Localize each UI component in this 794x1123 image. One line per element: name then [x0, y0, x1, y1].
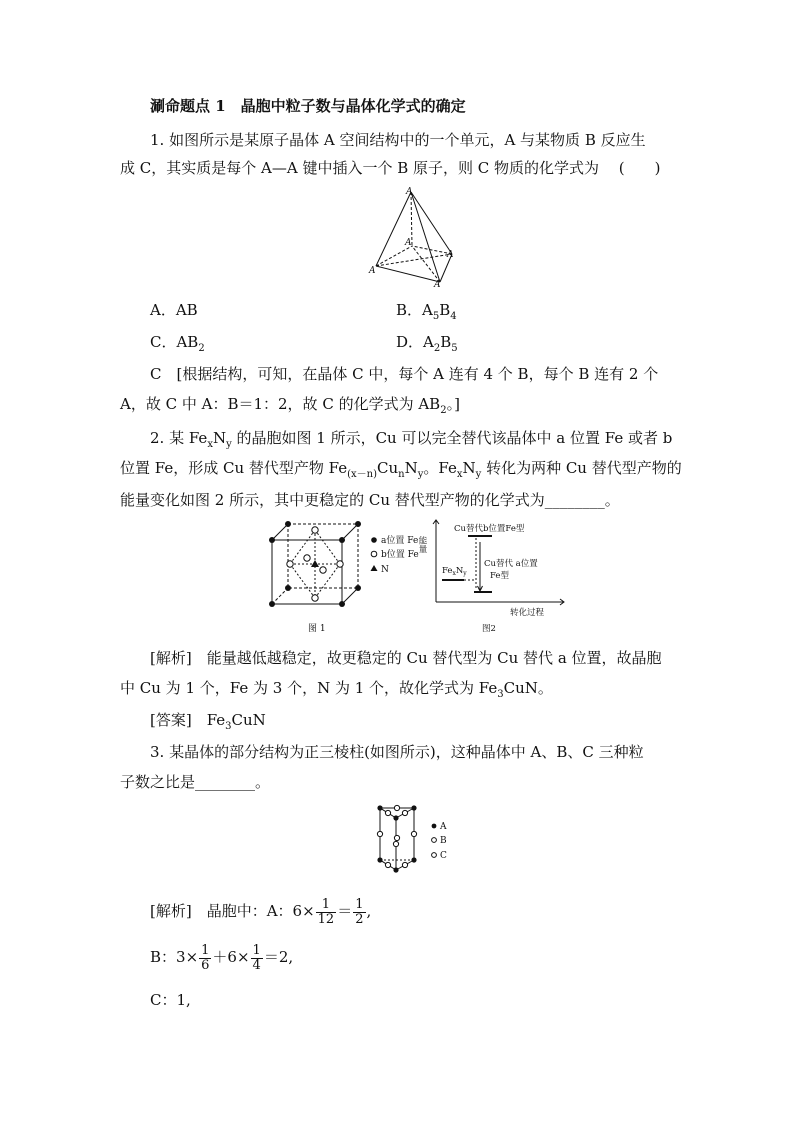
svg-text:Cu替代b位置Fe型: Cu替代b位置Fe型 [454, 524, 525, 534]
q3-line2: 子数之比是________。 [120, 773, 271, 791]
q1-option-a: A．AB [150, 301, 198, 319]
svg-text:A: A [369, 266, 376, 276]
q2-analysis-line1: [解析] 能量越低越稳定，故更稳定的 Cu 替代型为 Cu 替代 a 位置，故晶胞 [150, 649, 662, 667]
q3-analysis-c: C：1, [150, 991, 191, 1009]
svg-text:B: B [440, 836, 447, 846]
q2-line2: 位置 Fe，形成 Cu 替代型产物 $Fe_{(x-n)}Cu_nN_y$。$Fe_xN_y$ 转化为两种 Cu 替代型产物的 [120, 459, 682, 480]
q1-option-b: B．$A_5B_4$ [396, 301, 457, 322]
section-title: 涮命题点 1 晶胞中粒子数与晶体化学式的确定 [150, 97, 466, 115]
prism-figure [372, 800, 458, 878]
svg-text:FexNy: $Fe_xN_y$ [442, 566, 467, 577]
svg-text:A: A [406, 187, 413, 197]
q1-line1: 1. 如图所示是某原子晶体 A 空间结构中的一个单元，A 与某物质 B 反应生 [150, 131, 646, 149]
tetrahedron-figure [368, 186, 460, 288]
svg-text:图2: 图2 [482, 624, 496, 634]
q1-option-d: D．$A_2B_5$ [396, 333, 458, 354]
fraction-1-6: $\frac{1}{6}$ [201, 942, 210, 973]
q2-line3: 能量变化如图 2 所示，其中更稳定的 Cu 替代型产物的化学式为________。 [120, 491, 620, 509]
q1-option-c: C．$AB_2$ [150, 333, 205, 354]
fraction-1-4: $\frac{1}{4}$ [252, 942, 261, 973]
svg-text:A: A [434, 280, 441, 290]
svg-text:A: A [447, 250, 454, 260]
fraction-1-12: $\frac{1}{12}$ [317, 896, 335, 927]
fraction-1-2: $\frac{1}{2}$ [355, 896, 364, 927]
svg-text:b位置 Fe: b位置 Fe [381, 550, 419, 560]
q3-analysis-a: [解析] 晶胞中：A：6× $\frac{1}{12}$ ＝ $\frac{1}{2}$ , [150, 896, 372, 927]
energy-diagram-figure [417, 518, 570, 636]
svg-text:转化过程: 转化过程 [510, 608, 545, 618]
unit-cell-figure [262, 518, 422, 636]
svg-text:A: A [405, 238, 412, 248]
q1-answer-line2: A，故 C 中 A：B＝1：2，故 C 的化学式为 $AB_2$。] [120, 395, 460, 416]
q3-analysis-b: B：3× $\frac{1}{6}$ ＋6× $\frac{1}{4}$ ＝2, [150, 942, 294, 973]
svg-text:图 1: 图 1 [308, 624, 326, 634]
q2-analysis-line2: 中 Cu 为 1 个，Fe 为 3 个，N 为 1 个，故化学式为 $Fe_3CuN$。 [120, 679, 553, 700]
q1-line2: 成 C，其实质是每个 A—A 键中插入一个 B 原子，则 C 物质的化学式为 ( ) [120, 159, 661, 177]
svg-text:能量: 能量 [417, 536, 427, 553]
svg-text:Fe型: Fe型 [490, 571, 509, 581]
q2-answer: [答案] $Fe_3CuN$ [150, 711, 266, 732]
svg-text:a位置 Fe: a位置 Fe [381, 536, 419, 546]
svg-text:N: N [381, 565, 389, 575]
svg-text:A: A [440, 822, 447, 832]
q2-line1: 2. 某 $Fe_xN_y$ 的晶胞如图 1 所示，Cu 可以完全替代该晶体中 a 位置 Fe 或者 b [150, 429, 673, 450]
svg-text:C: C [440, 851, 447, 861]
svg-text:Cu替代 a位置: Cu替代 a位置 [484, 559, 538, 569]
q1-answer-line1: C [根据结构，可知，在晶体 C 中，每个 A 连有 4 个 B，每个 B 连有 2 个 [150, 365, 659, 383]
q3-line1: 3. 某晶体的部分结构为正三棱柱(如图所示)，这种晶体中 A、B、C 三种粒 [150, 743, 644, 761]
